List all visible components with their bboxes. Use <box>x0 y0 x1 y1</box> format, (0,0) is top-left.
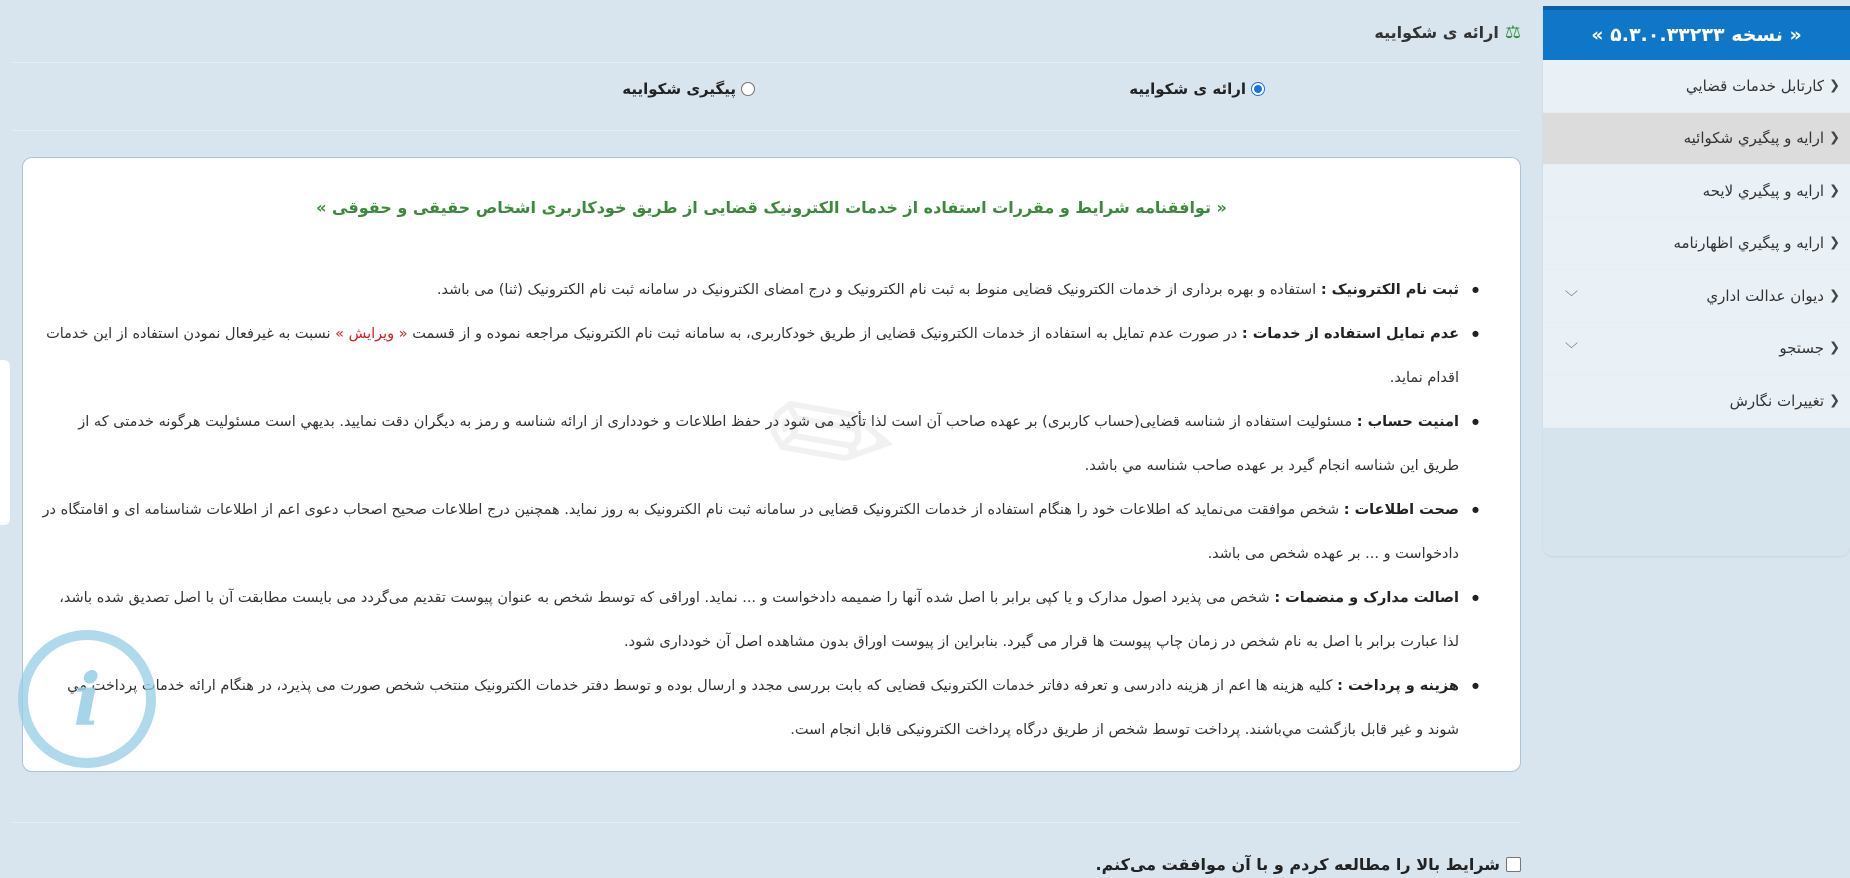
chevron-left-icon: ❮ <box>1829 78 1840 94</box>
term-text: کلیه هزینه ها اعم از هزینه دادرسی و تعرفه دفاتر خدمات الکترونیک قضایی که بابت بررسی مجدد و ارسال بوده و توسط دفتر خدمات الکترونیک منتخب شخص صورت می پذیرد، در هنگام ارائه خدمات پرداخت مي شوند و غير قابل بازگشت مي‌باشند. پرداخت توسط شخص از طریق درگاه پرداخت الکترونیکی قابل انجام است. <box>67 678 1459 738</box>
page-title <box>1374 22 1521 43</box>
list-item <box>39 576 1475 664</box>
chevron-down-icon: ﹀ <box>1565 290 1579 306</box>
mode-radio-group <box>12 80 1521 110</box>
chevron-left-icon: ❮ <box>1829 235 1840 251</box>
sidebar-footer <box>1543 428 1850 540</box>
accept-terms-label: شرایط بالا را مطالعه کردم و با آن موافقت می‌کنم. <box>1095 855 1500 874</box>
term-heading: اصالت مدارک و منضمات : <box>1274 590 1459 606</box>
sidebar-item-label: ارايه و پيگيري اظهارنامه <box>1673 234 1824 253</box>
sidebar-item-label: ارايه و پيگيري لايحه <box>1702 181 1824 200</box>
radio-label: پیگیری شکواییه <box>622 80 736 98</box>
terms-box <box>22 157 1521 772</box>
sidebar-item-administrative-court[interactable] <box>1543 270 1850 323</box>
sidebar-item-label: تغییرات نگارش <box>1729 391 1824 410</box>
term-text: در صورت عدم تمایل به استفاده از خدمات الکترونیک قضایی از طریق خودکاربری، به سامانه ثبت نام الکترونیک مراجعه نموده و از قسمت <box>412 326 1238 342</box>
sidebar-item-label: كارتابل خدمات قضايي <box>1685 76 1824 95</box>
sidebar-item-label: جستجو <box>1779 339 1824 358</box>
divider <box>12 130 1521 131</box>
sidebar-item-bill[interactable] <box>1543 165 1850 218</box>
sidebar <box>1543 6 1850 556</box>
watermark-logo: ✎ <box>731 330 935 546</box>
version-header <box>1543 6 1850 60</box>
term-heading: عدم تمایل استفاده از خدمات : <box>1241 326 1459 342</box>
term-heading: صحت اطلاعات : <box>1343 502 1459 518</box>
sidebar-item-label: ديوان عدالت اداري <box>1706 286 1824 305</box>
term-text: استفاده و بهره برداری از خدمات الکترونیک قضایی منوط به ثبت نام الکترونیک و درج امضای الکترونیک در سامانه ثبت نام الکترونیک (ثنا) می باشد. <box>436 282 1317 298</box>
chevron-left-icon: ❮ <box>1829 288 1840 304</box>
term-heading: هزینه و پرداخت : <box>1337 678 1459 694</box>
radio-track-complaint[interactable] <box>622 80 755 98</box>
edit-link[interactable]: « ویرایش » <box>335 326 408 342</box>
chevron-left-icon: ❮ <box>1829 183 1840 199</box>
list-item <box>39 664 1475 752</box>
radio-label: ارائه ی شکواییه <box>1129 80 1246 98</box>
list-item <box>39 488 1475 576</box>
term-heading: امنیت حساب : <box>1356 414 1459 430</box>
side-tab[interactable] <box>0 360 10 525</box>
version-label: « نسخه ۵.۳.۰.۳۳۲۳۳ » <box>1591 24 1802 46</box>
sidebar-item-judicial-dashboard[interactable] <box>1543 60 1850 113</box>
chevron-left-icon: ❮ <box>1829 340 1840 356</box>
term-text: نسبت به غیرفعال نمودن استفاده از این خدمات اقدام نماید. <box>46 326 1459 386</box>
list-item <box>39 268 1475 312</box>
radio-button-selected[interactable] <box>1251 82 1265 96</box>
main-content <box>12 0 1521 878</box>
chevron-down-icon: ﹀ <box>1565 342 1579 358</box>
list-item <box>39 312 1475 400</box>
divider <box>12 62 1521 63</box>
sidebar-item-complaint[interactable] <box>1543 113 1850 166</box>
list-item <box>39 400 1475 488</box>
radio-submit-complaint[interactable] <box>1129 80 1265 98</box>
sidebar-item-search[interactable] <box>1543 323 1850 376</box>
term-heading: ثبت نام الکترونیک : <box>1320 282 1459 298</box>
term-text: مسئولیت استفاده از شناسه قضایی(حساب کاربری) بر عهده صاحب آن است لذا تأکید می شود در حفظ اطلاعات و خودداری از ارائه شناسه و رمز به دیگران دقت نمایید. بديهي است مسئوليت هرگونه خدمتی که از طریق این شناسه انجام گیرد بر عهده صاحب شناسه مي باشد. <box>78 414 1459 474</box>
chevron-left-icon: ❮ <box>1829 393 1840 409</box>
term-text: شخص می پذیرد اصول مدارک و یا کپی برابر با اصل شده آنها را ضمیمه دادخواست و ... نماید. اوراقی که توسط شخص به عنوان پیوست تقدیم می‌گردد می بایست مطابقت آن با اصل تصدیق شده باشد، لذا عبارت برابر با اصل به نام شخص در زمان چاپ پیوست ها قرار می گیرد. بنابراین از پیوست اوراق بدون مشاهده اصل آن خودداری شود. <box>59 590 1459 650</box>
scale-icon: ⚖ <box>1504 22 1521 43</box>
sidebar-item-declaration[interactable] <box>1543 218 1850 271</box>
chevron-left-icon: ❮ <box>1829 130 1840 146</box>
radio-button[interactable] <box>741 82 755 96</box>
terms-list <box>39 268 1475 752</box>
terms-title: « توافقنامه شرایط و مقررات استفاده از خدمات الکترونیک قضایی از طریق خودکاربری اشخاص حقیقی و حقوقی » <box>316 198 1227 217</box>
sidebar-item-label: ارايه و پيگيري شكوائيه <box>1683 129 1824 148</box>
page-title-text: ارائه ی شکواییه <box>1374 23 1499 42</box>
accept-terms[interactable] <box>1095 855 1521 874</box>
sidebar-item-changelog[interactable] <box>1543 375 1850 428</box>
term-text: شخص موافقت می‌نماید که اطلاعات خود را هنگام استفاده از خدمات الکترونیک قضایی در سامانه ثبت نام الکترونیک به روز نماید. همچنین درج اطلاعات صحیح اصحاب دعوی اعم از اطلاعات شناسنامه ای و اقامتگاه در دادخواست و ... بر عهده شخص می باشد. <box>42 502 1459 562</box>
divider <box>12 822 1521 823</box>
accept-terms-checkbox[interactable] <box>1506 857 1521 872</box>
info-icon[interactable]: i <box>18 630 156 768</box>
